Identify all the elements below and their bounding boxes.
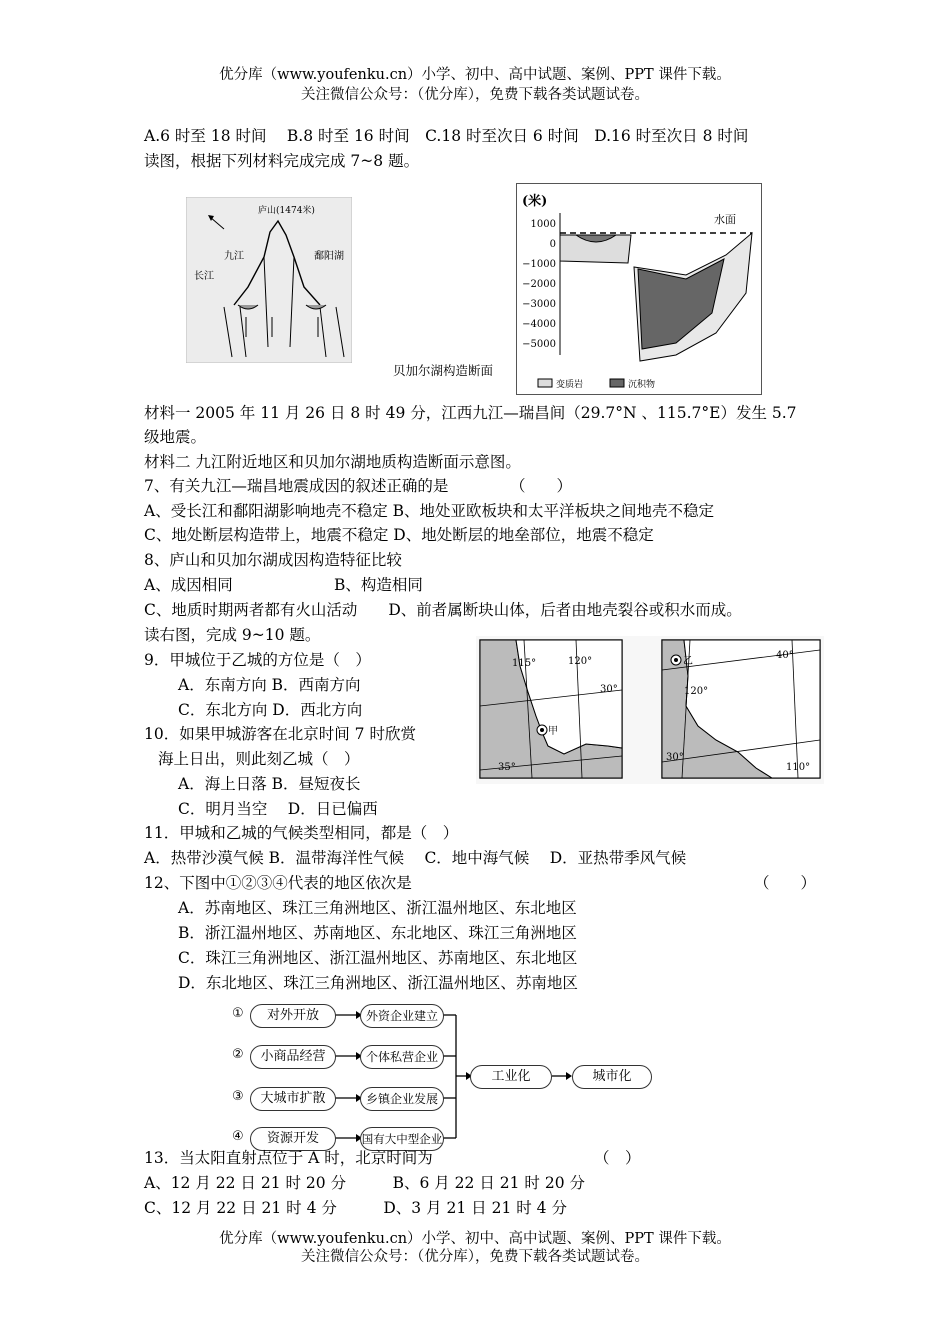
q9-stem: 9．甲城位于乙城的方位是（ ） [144, 651, 371, 669]
q8-option-b: B、构造相同 [334, 576, 423, 594]
q12-option-c: C．珠江三角洲地区、浙江温州地区、苏南地区、东北地区 [178, 949, 578, 967]
poyang-label: 鄱阳湖 [314, 251, 344, 262]
lon-110-label: 110° [786, 762, 811, 773]
q7-stem: 7、有关九江—瑞昌地震成因的叙述正确的是 [144, 477, 449, 495]
lat-30-label: 30° [600, 684, 618, 695]
header-line-1: 优分库（www.youfenku.cn）小学、初中、高中试题、案例、PPT 课件下载。 [219, 67, 731, 83]
tick-minus-2000: −2000 [522, 279, 556, 290]
flow-industrialization: 工业化 [470, 1065, 552, 1089]
tick-1000: 1000 [530, 219, 556, 230]
footer-line-2: 关注微信公众号：（优分库），免费下载各类试题试卷。 [301, 1249, 649, 1265]
intro-7-8: 读图，根据下列材料完成完成 7~8 题。 [144, 152, 420, 170]
flow-left-2: 小商品经营 [250, 1045, 336, 1069]
material1-a: 材料一 2005 年 11 月 26 日 8 时 49 分，江西九江—瑞昌间（29.7°N 、115.7°E）发生 5.7 [144, 404, 797, 422]
flow-num-1: ① [232, 1006, 244, 1021]
tick-0: 0 [549, 239, 556, 250]
q10-options-ab: A．海上日落 B．昼短夜长 [178, 775, 361, 793]
q13-stem: 13．当太阳直射点位于 A 时，北京时间为 [144, 1149, 433, 1167]
q12-answer-paren: （ ） [754, 874, 817, 892]
lat-30-right-label: 30° [666, 752, 684, 763]
q6-options: A.6 时至 18 时间 B.8 时至 16 时间 C.18 时至次日 6 时间 D.16 时至次日 8 时间 [144, 127, 749, 145]
q13-options-ab: A、12 月 22 日 21 时 20 分 B、6 月 22 日 21 时 20 分 [144, 1174, 585, 1192]
map-yi [662, 640, 820, 778]
flow-left-1: 对外开放 [250, 1004, 336, 1028]
q8-options-cd: C、地质时期两者都有火山活动 D、前者属断块山体，后者由地壳裂谷或积水而成。 [144, 601, 742, 619]
lon-115-label: 115° [512, 658, 537, 669]
legend-sediment: 沉积物 [628, 380, 656, 390]
q9-options-cd: C．东北方向 D．西北方向 [178, 701, 363, 719]
yangtze-label: 长江 [194, 271, 214, 282]
flow-mid-4: 国有大中型企业 [360, 1127, 444, 1151]
q7-options-ab: A、受长江和鄱阳湖影响地壳不稳定 B、地处亚欧板块和太平洋板块之间地壳不稳定 [144, 502, 715, 520]
lon-120-right-label: 120° [684, 686, 709, 697]
intro-9-10: 读右图，完成 9~10 题。 [144, 626, 321, 644]
flow-mid-3: 乡镇企业发展 [360, 1087, 444, 1111]
flow-left-3: 大城市扩散 [250, 1087, 336, 1111]
q12-option-d: D．东北地区、珠江三角洲地区、浙江温州地区、苏南地区 [178, 974, 578, 992]
flow-num-2: ② [232, 1047, 244, 1062]
q10-stem-b: 海上日出，则此刻乙城（ ） [158, 750, 360, 768]
map-jia [480, 640, 622, 778]
flow-mid-1: 外资企业建立 [360, 1004, 444, 1028]
header-line-2: 关注微信公众号：（优分库），免费下载各类试题试卷。 [301, 87, 649, 103]
baikal-caption: 贝加尔湖构造断面 [393, 363, 494, 378]
city-jia-label: 甲 [548, 726, 558, 737]
q8-stem: 8、庐山和贝加尔湖成因构造特征比较 [144, 551, 402, 569]
flow-num-4: ④ [232, 1129, 244, 1144]
q7-answer-paren: （ ） [510, 477, 573, 495]
q7-options-cd: C、地处断层构造带上，地震不稳定 D、地处断层的地垒部位，地震不稳定 [144, 526, 654, 544]
flow-num-3: ③ [232, 1089, 244, 1104]
q11-options: A．热带沙漠气候 B．温带海洋性气候 C．地中海气候 D．亚热带季风气候 [144, 849, 687, 867]
tick-minus-3000: −3000 [522, 299, 556, 310]
flow-mid-2: 个体私营企业 [360, 1045, 444, 1069]
baikal-section-figure [516, 183, 762, 395]
unit-label: (米) [522, 194, 548, 209]
q13-answer-paren: （ ） [594, 1149, 641, 1167]
material1-b: 级地震。 [144, 428, 207, 446]
footer-line-1: 优分库（www.youfenku.cn）小学、初中、高中试题、案例、PPT 课件下载。 [219, 1231, 731, 1247]
q10-stem-a: 10．如果甲城游客在北京时间 7 时欣赏 [144, 725, 416, 743]
tick-minus-1000: −1000 [522, 259, 556, 270]
flow-urbanization: 城市化 [572, 1065, 652, 1089]
lushan-section-figure [186, 197, 352, 363]
q8-option-a: A、成因相同 [144, 576, 233, 594]
q12-stem: 12、下图中①②③④代表的地区依次是 [144, 874, 412, 892]
tick-minus-4000: −4000 [522, 319, 556, 330]
lat-35-label: 35° [498, 762, 516, 773]
city-maps-figure [476, 636, 824, 784]
q12-option-b: B．浙江温州地区、苏南地区、东北地区、珠江三角洲地区 [178, 924, 577, 942]
q10-options-cd: C．明月当空 D．日已偏西 [178, 800, 378, 818]
lon-120-label: 120° [568, 656, 593, 667]
legend-metamorphic: 变质岩 [556, 380, 584, 390]
peak-label: 庐山(1474米) [258, 206, 315, 216]
q11-stem: 11．甲城和乙城的气候类型相同，都是（ ） [144, 824, 459, 842]
city-yi-label: 乙 [683, 656, 693, 667]
q9-options-ab: A．东南方向 B．西南方向 [178, 676, 361, 694]
jiujiang-label: 九江 [224, 251, 244, 262]
material2: 材料二 九江附近地区和贝加尔湖地质构造断面示意图。 [144, 453, 521, 471]
q13-options-cd: C、12 月 22 日 21 时 4 分 D、3 月 21 日 21 时 4 分 [144, 1199, 567, 1217]
tick-minus-5000: −5000 [522, 339, 556, 350]
lat-40-label: 40° [776, 650, 794, 661]
q12-option-a: A．苏南地区、珠江三角洲地区、浙江温州地区、东北地区 [178, 899, 577, 917]
water-label: 水面 [714, 213, 736, 226]
flow-left-4: 资源开发 [250, 1127, 336, 1151]
